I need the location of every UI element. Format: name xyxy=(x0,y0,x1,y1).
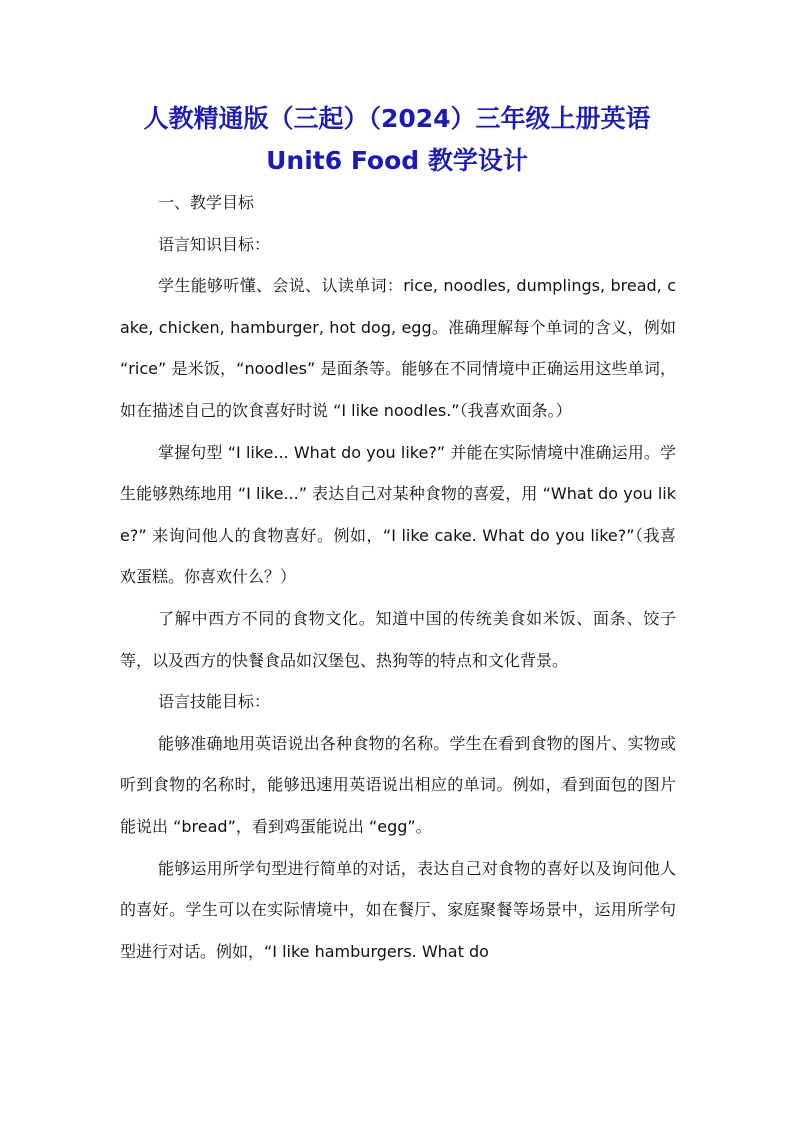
subheading-language-knowledge: 语言知识目标： xyxy=(158,234,271,254)
paragraph-food-culture: 了解中西方不同的食物文化。知道中国的传统美食如米饭、面条、饺子等，以及西方的快餐食品如汉堡包、热狗等的特点和文化背景。 xyxy=(120,608,676,670)
document-title-line-1: 人教精通版（三起）（2024）三年级上册英语 xyxy=(143,104,651,133)
paragraph-dialogue: 能够运用所学句型进行简单的对话，表达自己对食物的喜好以及询问他人的喜好。学生可以在实际情境中，如在餐厅、家庭聚餐等场景中，运用所学句型进行对话。例如，“I like hamburgers. What do xyxy=(120,858,676,961)
section-heading-teaching-goals: 一、教学目标 xyxy=(158,193,255,212)
document-title-line-2: Unit6 Food 教学设计 xyxy=(266,146,528,175)
paragraph-vocabulary: 学生能够听懂、会说、认读单词：rice, noodles, dumplings, bread, cake, chicken, hamburger, hot dog, egg。准确理解每个单词的含义，例如 “rice” 是米饭，“noodles” 是面条等。能够在不同情境中正确运用这些单词，如在描述自己的饮食喜好时说 “I like noodles.”（我喜欢面条。） xyxy=(120,276,676,420)
paragraph-sentence-pattern: 掌握句型 “I like... What do you like?” 并能在实际情境中准确运用。学生能够熟练地用 “I like...” 表达自己对某种食物的喜爱，用 “What do you like?” 来询问他人的食物喜好。例如，“I like cake. What do you like?”（我喜欢蛋糕。你喜欢什么？） xyxy=(120,442,676,587)
subheading-language-skills: 语言技能目标： xyxy=(158,692,271,712)
document-body xyxy=(120,182,676,972)
paragraph-naming-foods: 能够准确地用英语说出各种食物的名称。学生在看到食物的图片、实物或听到食物的名称时，能够迅速用英语说出相应的单词。例如，看到面包的图片能说出 “bread”，看到鸡蛋能说出 “egg”。 xyxy=(120,733,676,836)
